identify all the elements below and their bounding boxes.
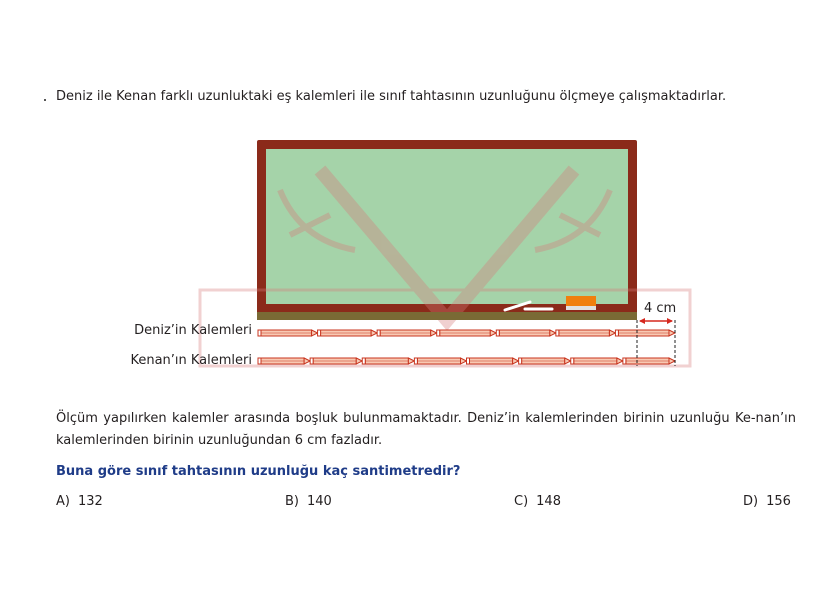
deniz-label: Deniz’in Kalemleri [134, 323, 252, 338]
kenan-pencil-row [258, 358, 675, 364]
eraser-base [566, 306, 596, 310]
pencil [496, 330, 556, 336]
pencil [258, 330, 318, 336]
pencil [310, 358, 362, 364]
pencil [258, 358, 310, 364]
pencil [437, 330, 497, 336]
board-ledge [257, 312, 637, 320]
question-intro: Deniz ile Kenan farklı uzunluktaki eş kalemleri ile sınıf tahtasının uzunluğunu ölçmeye çalışmaktadırlar. [56, 89, 727, 104]
deniz-pencil-row [258, 330, 675, 336]
measure-arrowhead-right [667, 318, 673, 324]
pencil [556, 330, 616, 336]
pencil [377, 330, 437, 336]
pencil [362, 358, 414, 364]
eraser [566, 296, 596, 306]
pencil [571, 358, 623, 364]
choice-d[interactable]: D) 156 [743, 494, 791, 509]
kenan-label: Kenan’ın Kalemleri [130, 353, 252, 368]
pencil [519, 358, 571, 364]
choice-b[interactable]: B) 140 [285, 494, 332, 509]
choice-c[interactable]: C) 148 [514, 494, 561, 509]
question-text: Buna göre sınıf tahtasının uzunluğu kaç santimetredir? [56, 464, 461, 479]
measure-arrowhead-left [639, 318, 645, 324]
pencil [414, 358, 466, 364]
measure-label: 4 cm [644, 301, 677, 316]
pencil [318, 330, 378, 336]
pencil [467, 358, 519, 364]
pencil [615, 330, 675, 336]
choice-a[interactable]: A) 132 [56, 494, 103, 509]
problem-paragraph: Ölçüm yapılırken kalemler arasında boşluk bulunmamaktadır. Deniz’in kalemlerinden birinin uzunluğu Ke-nan’ın kalemlerinden birinin uzunluğundan 6 cm fazladır. [56, 411, 796, 448]
pencil [623, 358, 675, 364]
